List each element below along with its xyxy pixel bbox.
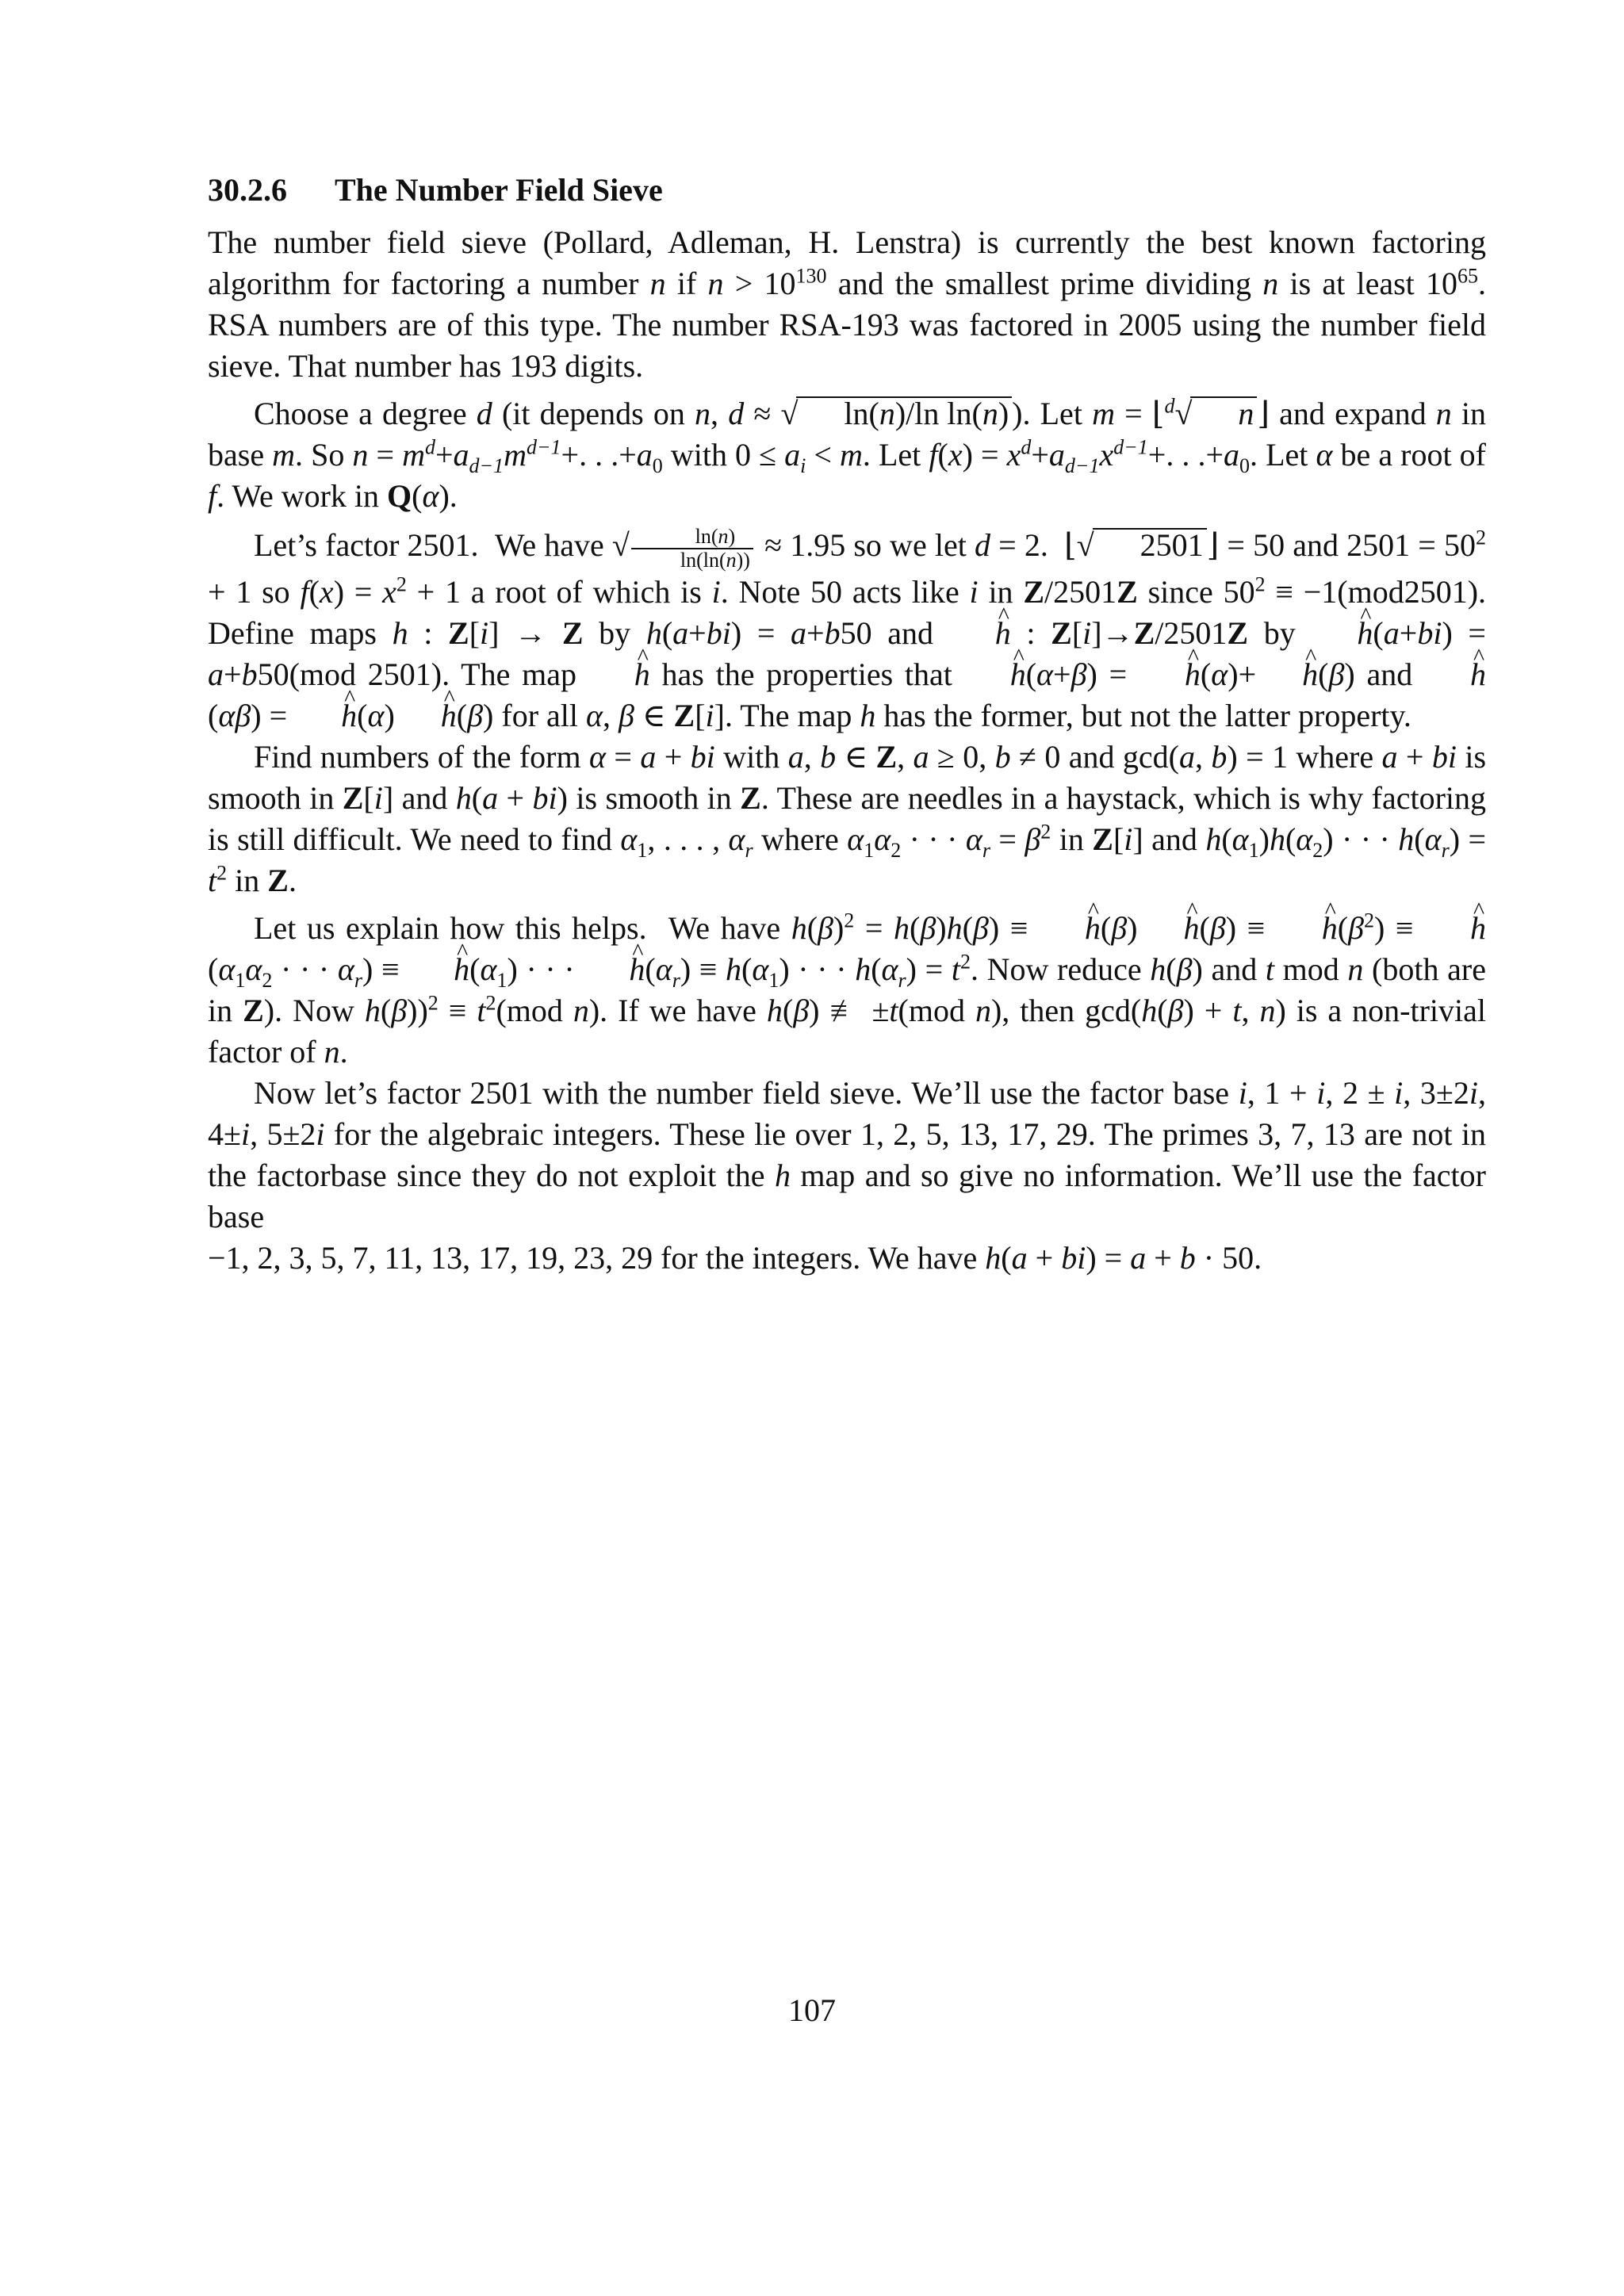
paragraph-example-2501: Let’s factor 2501. We have √ $\frac{\ln(n)}{\ln(\ln(n))}$ ≈ 1.95 so we let d = 2. ⌊√ 2501 ⌋ = 50 and $2501 = 50^2 + 1$ so $f(x) = x^2 + 1$ a root of which is i. Note 50 acts like i in Z/2501Z since $50^2 \equiv -1(mod2501)$. Define maps h : Z[i] → Z by h(a+bi) = a+b50 and ^ h : Z[i]→Z/2501Z by ^ h(a+bi) = a+b50(mod 2501). The map ^ h has the properties that ^ h(α+β) = ^ h(α)+^ h(β) and ^ h(αβ) = ^ h(α)^ h(β) for all α, β ∈ Z[i]. The map h has the former, but not the latter property.	[208, 525, 1486, 737]
paragraph-factor-base: Now let’s factor 2501 with the number field sieve. We’ll use the factor base i, 1 + i, 2 ± i, 3±2i, 4±i, 5±2i for the algebraic integers. These lie over 1, 2, 5, 13, 17, 29. The primes 3, 7, 13 are not in the factorbase since they do not exploit the h map and so give no information. We’ll use the factor base	[208, 1074, 1487, 1234]
paragraph-intro: The number field sieve (Pollard, Adleman, H. Lenstra) is currently the best known factoring algorithm for factoring a number n if $n > 10^{130}$ and the smallest prime dividing n is at least $10^{65}$. RSA numbers are of this type. The number RSA-193 was factored in 2005 using the number field sieve. That number has 193 digits.	[208, 224, 1487, 384]
section-heading	[208, 170, 1486, 211]
page-number: 107	[788, 1992, 836, 2028]
paragraph-degree: Choose a degree d (it depends on n, d ≈ √ ln(n)/ln ln(n) ). Let m = ⌊$^d$√ n ⌋ and expand n in base m. So $n = m^d+a_{d-1}m^{d-1}+$. . $.+a_0$ with $0 \le a_i < m$. Let $f(x) = x^d+a_{d-1}x^{d-1}+$. . $.+a_0$. Let α be a root of f. We work in Q(α).	[208, 394, 1486, 514]
paragraph-integer-factor-base: −1, 2, 3, 5, 7, 11, 13, 17, 19, 23, 29 for the integers. We have h(a + bi) = a + b · 50.	[208, 1239, 1262, 1276]
paragraph-smooth-numbers: Find numbers of the form α = a + bi with a, b ∈ Z, a ≥ 0, b ≠ 0 and gcd(a, b) = 1 where a + bi is smooth in Z[i] and h(a + bi) is smooth in Z. These are needles in a haystack, which is why factoring is still difficult. We need to find $\alpha_1$, . . . , $\alpha_r$ where $\alpha_1\alpha_2$ · · · $\alpha_r = \beta^2$ in Z[i] and $h(\alpha_1)h(\alpha_2)$ · · · $h(\alpha_r) = t^2$ in Z.	[208, 738, 1487, 898]
section-title: The Number Field Sieve	[335, 172, 663, 208]
section-number: 30.2.6	[208, 172, 287, 208]
page-content	[208, 170, 1486, 1279]
paragraph-explanation: Let us explain how this helps. We have $h(\beta)^2 = h(\beta)h(\beta)$ ≡ ^ h(β)^ h(β) ≡ ^ $h(\beta^2)$ ≡ ^ $h(\alpha_1\alpha_2$ · · · $\alpha_r$) ≡ ^ $h(\alpha_1)$ · · · ^ $h(\alpha_r) \equiv h(\alpha_1)$ · · · $h(\alpha_r) = t^2$. Now reduce h(β) and t mod n (both are in Z). Now $h(\beta))^2 \equiv t^2(mod$ n). If we have h(β) ≢ ±t(mod n), then gcd(h(β) + t, n) is a non-trivial factor of n.	[208, 908, 1486, 1073]
